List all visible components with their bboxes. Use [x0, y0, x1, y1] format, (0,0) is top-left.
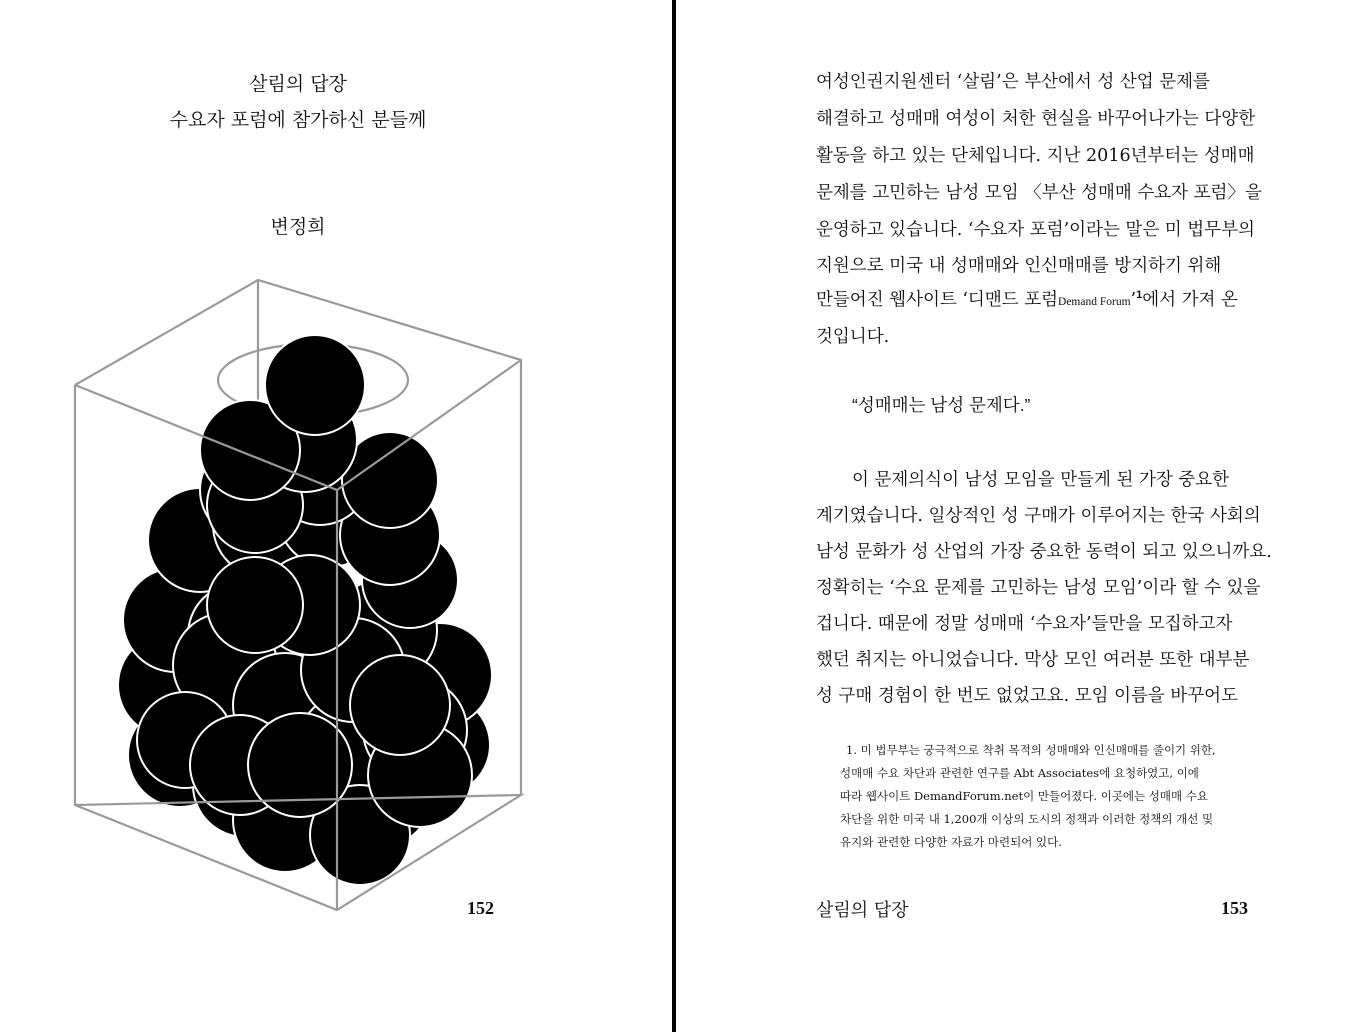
footnote-marker[interactable]: 1: [1136, 289, 1143, 301]
sphere: [207, 557, 303, 653]
left-page: [0, 0, 672, 1032]
quote-highlight: “성매매는 남성 문제다.”: [852, 395, 1031, 415]
footnote-line: 유지와 관련한 다양한 자료가 마련되어 있다.: [840, 835, 1062, 849]
running-title: 살림의 답장: [816, 900, 909, 921]
text-line: 활동을 하고 있는 단체입니다. 지난 2016년부터는 성매매: [816, 146, 1255, 166]
author-name: 변정희: [270, 216, 326, 238]
text-line: 성 구매 경험이 한 번도 없었고요. 모임 이름을 바꾸어도: [816, 686, 1238, 706]
text-line: 했던 취지는 아니었습니다. 막상 모인 여러분 또한 대부분: [816, 650, 1250, 670]
footnote-line: 성매매 수요 차단과 관련한 연구를 Abt Associates에 요청하였고, 이에: [840, 766, 1199, 780]
stacked-spheres-illustration: [70, 275, 530, 915]
text-line: 해결하고 성매매 여성이 처한 현실을 바꾸어나가는 다양한: [816, 109, 1256, 129]
text-line: 것입니다.: [816, 327, 890, 347]
sphere: [350, 655, 450, 755]
chapter-title-line-1: 살림의 답장: [249, 73, 347, 95]
text-line: 이 문제의식이 남성 모임을 만들게 된 가장 중요한: [852, 470, 1230, 490]
text-line: 겁니다. 때문에 정말 성매매 ‘수요자’들만을 모집하고자: [816, 614, 1233, 634]
text-line: 운영하고 있습니다. ‘수요자 포럼’이라는 말은 미 법무부의: [816, 220, 1255, 240]
text-span: 에서 가져 온: [1142, 290, 1238, 310]
text-line-with-footnote-ref: [816, 286, 1238, 311]
page-number-right: 153: [1221, 898, 1248, 918]
text-span: ’: [1130, 290, 1137, 310]
text-line: 여성인권지원센터 ‘살림’은 부산에서 성 산업 문제를: [816, 72, 1210, 92]
sphere: [265, 335, 365, 435]
text-line: 남성 문화가 성 산업의 가장 중요한 동력이 되고 있으니까요.: [816, 542, 1272, 562]
footnote-line: 1. 미 법무부는 궁극적으로 착취 목적의 성매매와 인신매매를 줄이기 위한,: [846, 743, 1216, 757]
text-line: 문제를 고민하는 남성 모임 〈부산 성매매 수요자 포럼〉을: [816, 183, 1262, 203]
chapter-title-line-2: 수요자 포럼에 참가하신 분들께: [169, 109, 427, 131]
text-line: 지원으로 미국 내 성매매와 인신매매를 방지하기 위해: [816, 256, 1222, 276]
text-line: 계기였습니다. 일상적인 성 구매가 이루어지는 한국 사회의: [816, 506, 1261, 526]
english-term: Demand Forum: [1058, 296, 1131, 308]
footnote-line: 차단을 위한 미국 내 1,200개 이상의 도시의 정책과 이러한 정책의 개선 및: [840, 812, 1214, 826]
page-number-left: 152: [467, 898, 494, 918]
text-span: 만들어진 웹사이트 ‘디맨드 포럼: [816, 290, 1059, 310]
footnote-line: 따라 웹사이트 DemandForum.net이 만들어졌다. 이곳에는 성매매 수요: [840, 789, 1209, 803]
text-line: 정확히는 ‘수요 문제를 고민하는 남성 모임’이라 할 수 있을: [816, 578, 1261, 598]
right-page: [676, 0, 1349, 1032]
